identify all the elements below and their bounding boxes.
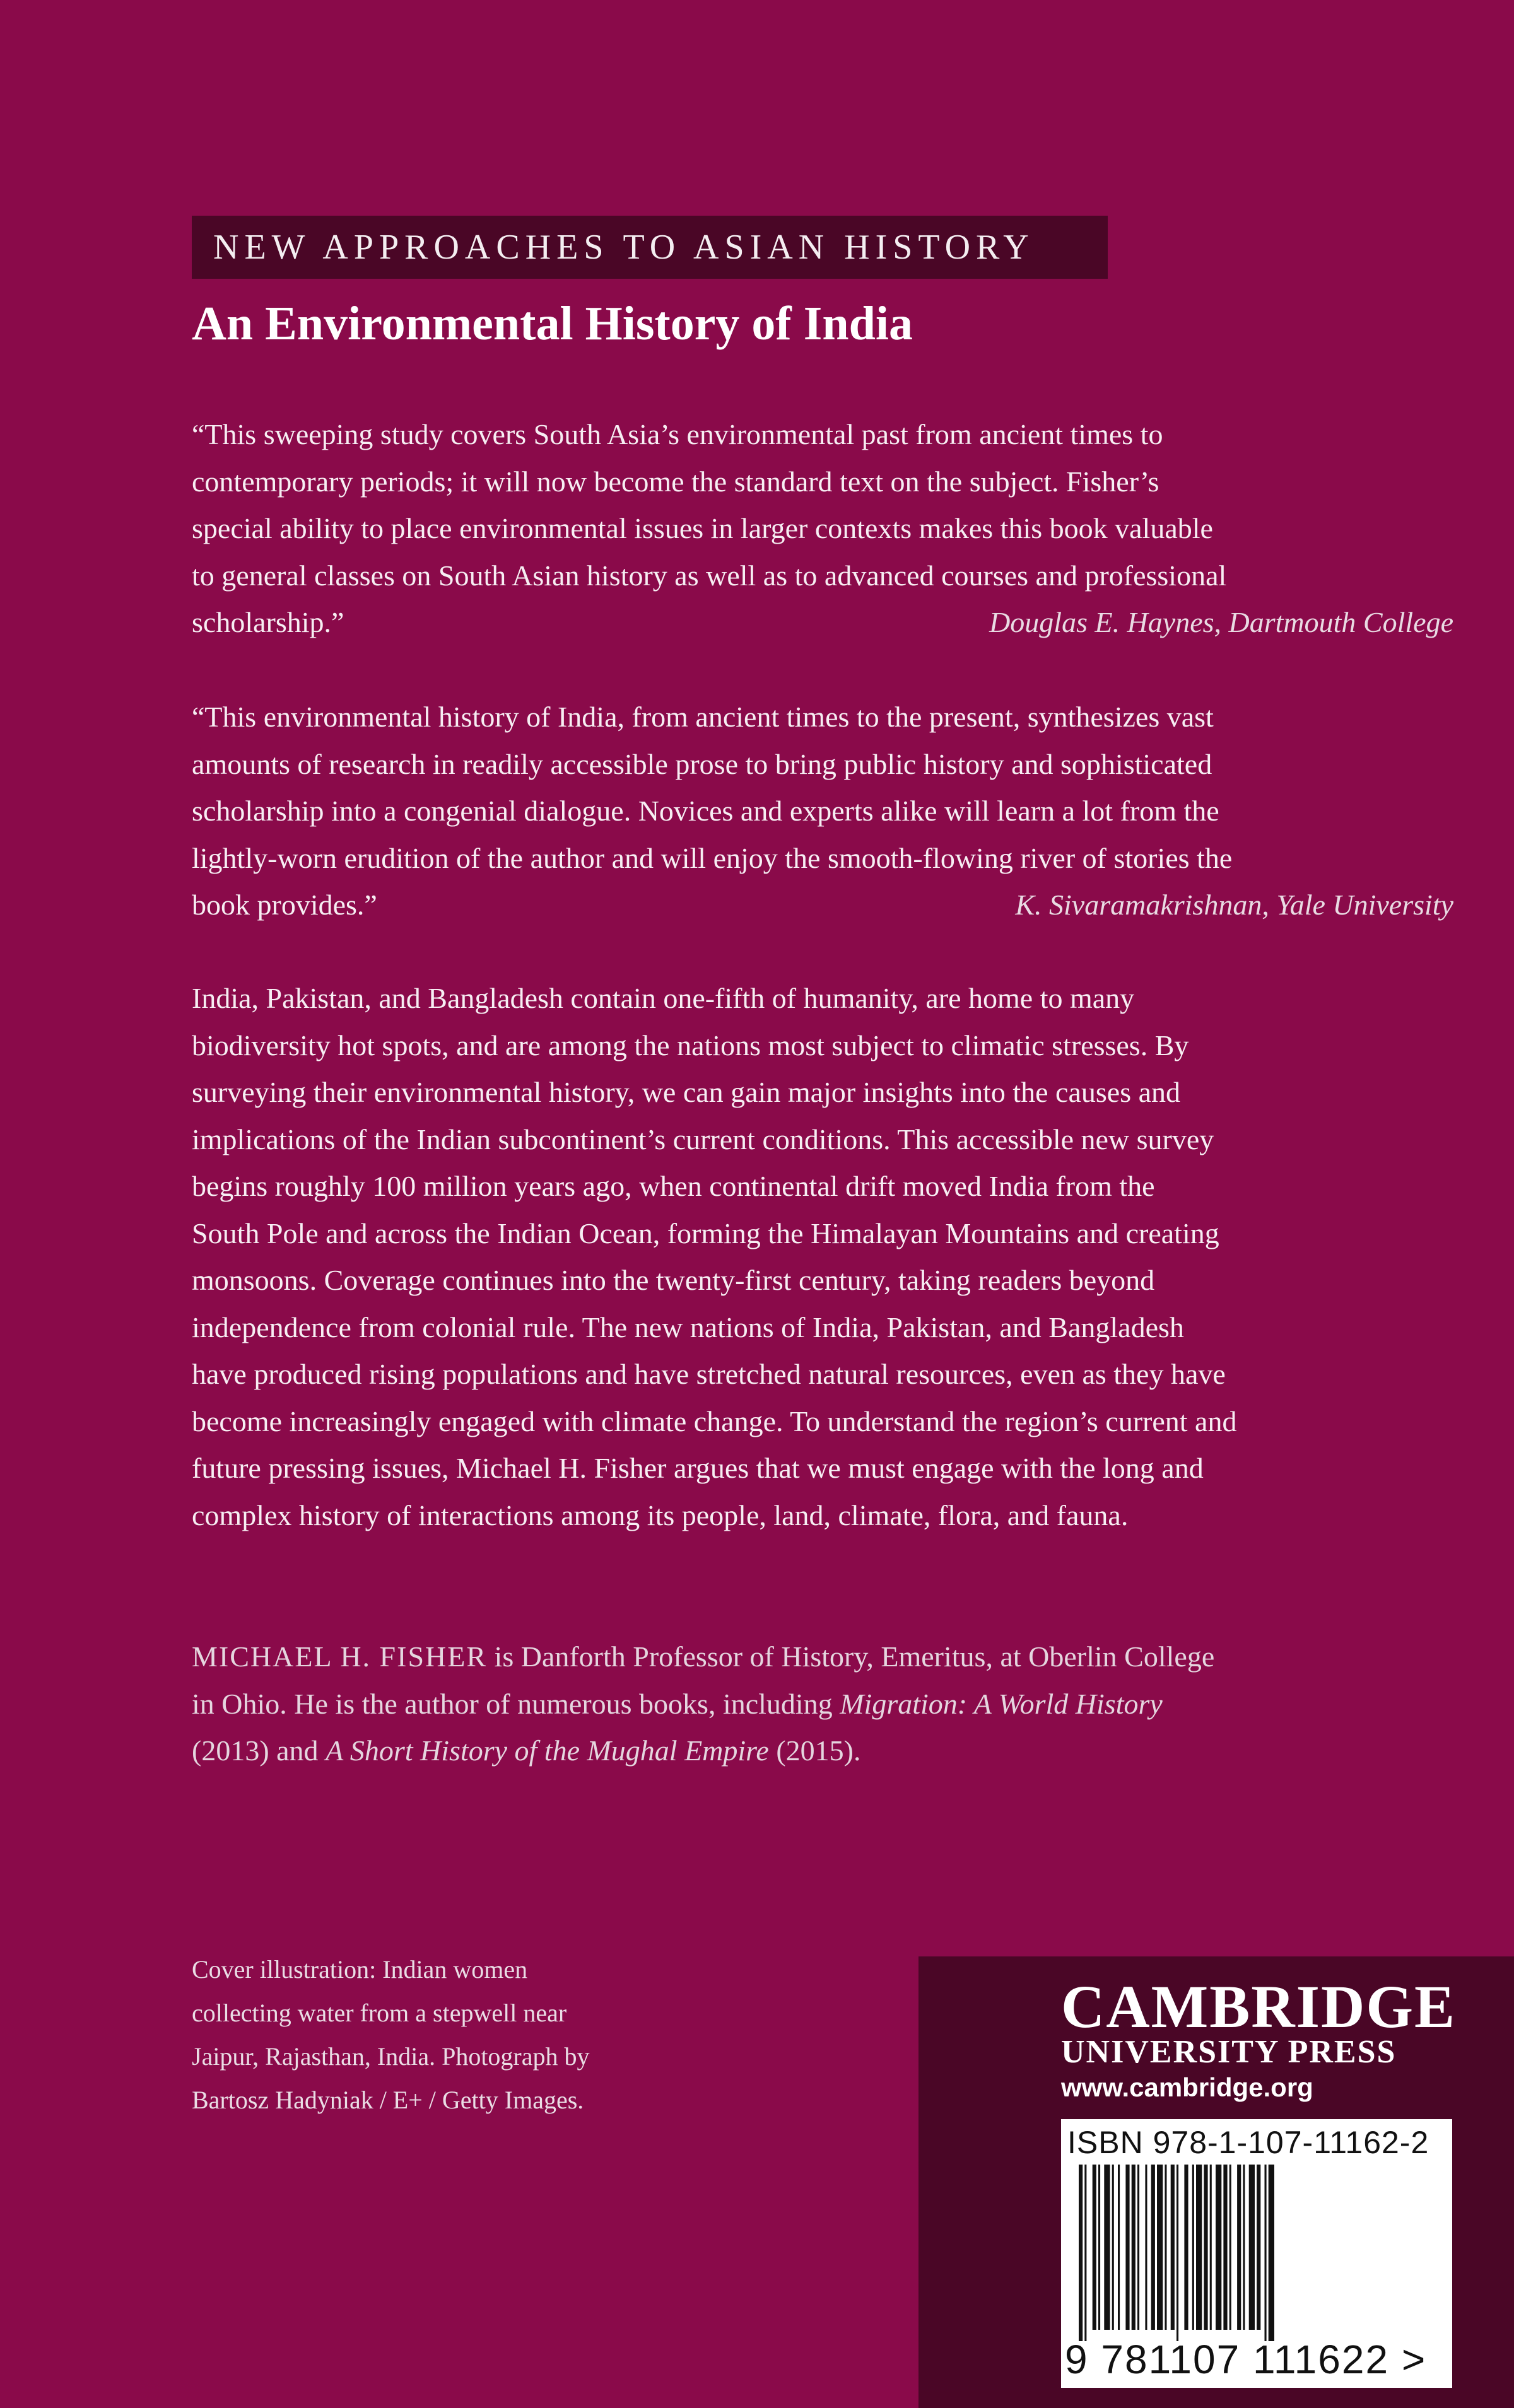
author-bio bbox=[192, 1634, 1451, 1775]
isbn-label: ISBN 978-1-107-11162-2 bbox=[1067, 2125, 1429, 2160]
barcode-bar bbox=[1151, 2165, 1155, 2330]
quote-line: special ability to place environmental issues in larger contexts makes this book valuable bbox=[192, 512, 1213, 544]
barcode-bar bbox=[1112, 2165, 1114, 2330]
caption-line: Cover illustration: Indian women bbox=[192, 1955, 528, 1984]
barcode-bar bbox=[1177, 2165, 1178, 2341]
barcode-bar bbox=[1093, 2165, 1096, 2330]
barcode bbox=[1079, 2165, 1435, 2341]
caption-line: Jaipur, Rajasthan, India. Photograph by bbox=[192, 2042, 590, 2071]
description-line: surveying their environmental history, we can gain major insights into the causes and bbox=[192, 1076, 1181, 1108]
review-quote-2 bbox=[192, 694, 1451, 929]
description-line: India, Pakistan, and Bangladesh contain one-fifth of humanity, are home to many bbox=[192, 982, 1135, 1014]
barcode-bar bbox=[1196, 2165, 1202, 2330]
publisher-box bbox=[918, 1956, 1514, 2408]
barcode-bar bbox=[1165, 2165, 1166, 2330]
description-line: monsoons. Coverage continues into the twenty-first century, taking readers beyond bbox=[192, 1264, 1155, 1296]
barcode-bar bbox=[1204, 2165, 1207, 2330]
description-line: future pressing issues, Michael H. Fisher argues that we must engage with the long and bbox=[192, 1452, 1204, 1484]
quote-line: book provides.” bbox=[192, 889, 377, 921]
isbn-box bbox=[1061, 2119, 1452, 2388]
quote-line: to general classes on South Asian history as well as to advanced courses and professional bbox=[192, 559, 1227, 592]
barcode-bar bbox=[1216, 2165, 1221, 2330]
cover-caption bbox=[192, 1948, 590, 2122]
book-description bbox=[192, 975, 1451, 1539]
barcode-bar bbox=[1079, 2165, 1083, 2341]
quote-attribution: K. Sivaramakrishnan, Yale University bbox=[1015, 889, 1453, 921]
book-reference: Migration: A World History bbox=[840, 1687, 1163, 1720]
quote-line: “This sweeping study covers South Asia’s environmental past from ancient times to bbox=[192, 418, 1163, 450]
barcode-bar bbox=[1084, 2165, 1086, 2341]
barcode-bar bbox=[1237, 2165, 1241, 2330]
caption-line: collecting water from a stepwell near bbox=[192, 1999, 567, 2027]
description-line: begins roughly 100 million years ago, when continental drift moved India from the bbox=[192, 1170, 1155, 1202]
description-line: biodiversity hot spots, and are among the nations most subject to climatic stresses. By bbox=[192, 1029, 1189, 1061]
publisher-subname: UNIVERSITY PRESS bbox=[1061, 2034, 1397, 2070]
barcode-bar bbox=[1145, 2165, 1147, 2330]
barcode-digits: 9 781107 111622 > bbox=[1065, 2337, 1427, 2382]
caption-line: Bartosz Hadyniak / E+ / Getty Images. bbox=[192, 2086, 584, 2114]
barcode-bar bbox=[1229, 2165, 1231, 2330]
bio-text: is Danforth Professor of History, Emeritus, at Oberlin College bbox=[487, 1640, 1215, 1673]
barcode-bar bbox=[1098, 2165, 1100, 2330]
barcode-bar bbox=[1223, 2165, 1227, 2330]
quote-line: lightly-worn erudition of the author and will enjoy the smooth-flowing river of stories the bbox=[192, 841, 1233, 874]
barcode-bar bbox=[1157, 2165, 1163, 2330]
barcode-bar bbox=[1192, 2165, 1194, 2330]
review-quote-1 bbox=[192, 411, 1451, 646]
publisher-name: CAMBRIDGE bbox=[1061, 1973, 1457, 2040]
barcode-bar bbox=[1137, 2165, 1139, 2330]
barcode-bar bbox=[1132, 2165, 1136, 2330]
book-reference: A Short History of the Mughal Empire bbox=[326, 1734, 769, 1767]
quote-line: “This environmental history of India, from ancient times to the present, synthesizes vast bbox=[192, 701, 1214, 733]
quote-line: scholarship.” bbox=[192, 606, 344, 638]
description-line: South Pole and across the Indian Ocean, forming the Himalayan Mountains and creating bbox=[192, 1217, 1219, 1249]
publisher-url: www.cambridge.org bbox=[1061, 2072, 1313, 2102]
bio-text: (2013) and bbox=[192, 1734, 326, 1767]
barcode-bar bbox=[1125, 2165, 1129, 2330]
series-title: NEW APPROACHES TO ASIAN HISTORY bbox=[213, 228, 1035, 267]
description-line: implications of the Indian subcontinent’s current conditions. This accessible new survey bbox=[192, 1123, 1214, 1155]
description-line: become increasingly engaged with climate change. To understand the region’s current and bbox=[192, 1405, 1237, 1437]
description-line: independence from colonial rule. The new nations of India, Pakistan, and Bangladesh bbox=[192, 1311, 1184, 1343]
quote-attribution: Douglas E. Haynes, Dartmouth College bbox=[989, 606, 1453, 638]
barcode-bar bbox=[1184, 2165, 1188, 2330]
description-line: have produced rising populations and have stretched natural resources, even as they have bbox=[192, 1358, 1226, 1390]
barcode-bar bbox=[1249, 2165, 1255, 2330]
quote-line: amounts of research in readily accessible prose to bring public history and sophisticated bbox=[192, 747, 1212, 780]
barcode-bar bbox=[1243, 2165, 1245, 2330]
author-name: MICHAEL H. FISHER bbox=[192, 1640, 488, 1673]
description-line: complex history of interactions among its people, land, climate, flora, and fauna. bbox=[192, 1499, 1129, 1531]
barcode-bar bbox=[1265, 2165, 1267, 2341]
quote-line: scholarship into a congenial dialogue. Novices and experts alike will learn a lot from the bbox=[192, 795, 1219, 827]
bio-text: in Ohio. He is the author of numerous books, including bbox=[192, 1687, 840, 1720]
barcode-bar bbox=[1171, 2165, 1175, 2330]
series-band bbox=[192, 216, 1108, 279]
barcode-bar bbox=[1104, 2165, 1110, 2330]
bio-text: (2015). bbox=[768, 1734, 861, 1767]
barcode-bar bbox=[1257, 2165, 1260, 2330]
barcode-bar bbox=[1210, 2165, 1212, 2330]
book-title: An Environmental History of India bbox=[192, 297, 913, 350]
barcode-bar bbox=[1118, 2165, 1120, 2330]
quote-line: contemporary periods; it will now become the standard text on the subject. Fisher’s bbox=[192, 465, 1159, 498]
barcode-bar bbox=[1269, 2165, 1274, 2341]
